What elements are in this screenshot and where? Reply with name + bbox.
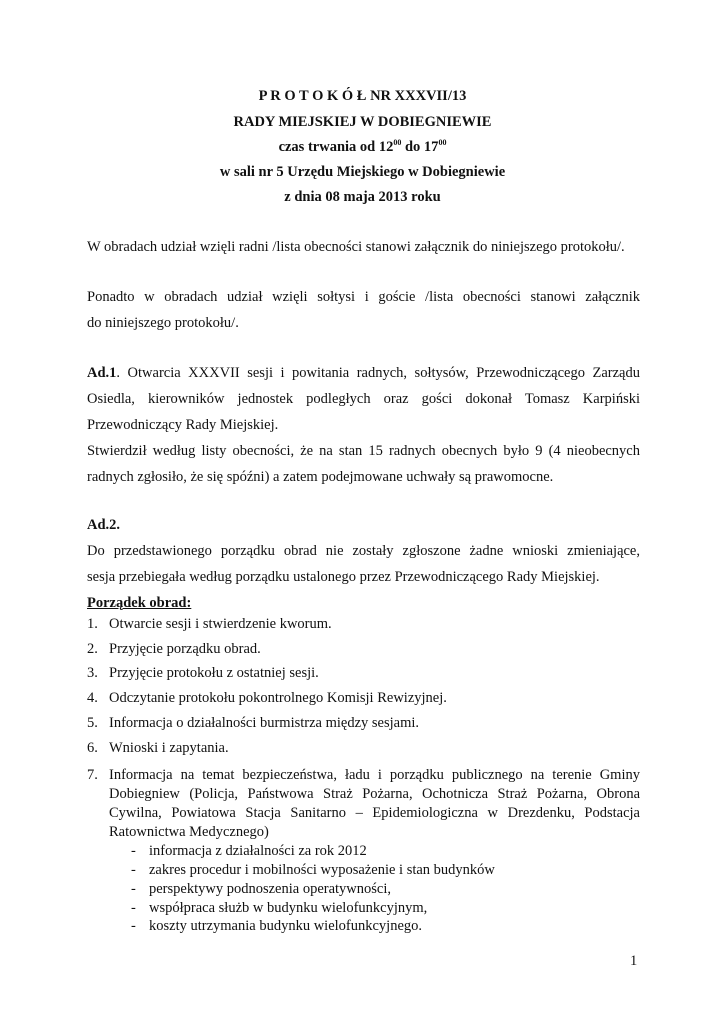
agenda-item: 4. Odczytanie protokołu pokontrolnego Komisji Rewizyjnej. [87,690,447,706]
agenda-subitem: - koszty utrzymania budynku wielofunkcyjnego. [131,918,423,934]
ad1-label: Ad.1 [87,365,117,381]
agenda-subitem: - zakres procedur i mobilności wyposażenie i stan budynków [131,862,495,878]
ad2-section: Ad.2. Do przedstawionego porządku obrad nie zostały zgłoszone żadne wnioski zmieniające, sesja przebiegała według porządku ustalonego przez Przewodniczącego Rady Miejskiej. Porządek obrad: [87,512,640,616]
guests-paragraph: Ponadto w obradach udział wzięli sołtysi i goście /lista obecności stanowi załącznik do niniejszego protokołu/. [87,289,640,331]
agenda-item: 5. Informacja o działalności burmistrza między sesjami. [87,715,420,731]
ad1-section: Ad.1. Otwarcia XXXVII sesji i powitania radnych, sołtysów, Przewodniczącego Zarządu Osiedla, kierowników jednostek podległych oraz gości dokonał Tomasz Karpiński Przewodniczący Rady Miejskiej. Stwierdził według listy obecności, że na stan 15 radnych obecnych było 9 (4 nieobecnych radnych zgłosiło, że się spóźni) a zatem podejmowane uchwały są prawomocne. [87,365,640,485]
agenda-item: 6. Wnioski i zapytania. [87,740,229,756]
agenda-title: Porządek obrad: [87,595,192,611]
agenda-item: 2. Przyjęcie porządku obrad. [87,641,261,657]
attendance-paragraph: W obradach udział wzięli radni /lista obecności stanowi załącznik do niniejszego protokołu/. [87,239,625,255]
agenda-subitem: - informacja z działalności za rok 2012 [131,843,367,859]
session-time: czas trwania od $12^{00}$ do $17^{00}$ [278,138,447,155]
protocol-title: P R O T O K Ó Ł NR XXXVII/13 [258,88,467,104]
agenda-subitem: - perspektywy podnoszenia operatywności, [131,881,392,897]
session-location: w sali nr 5 Urzędu Miejskiego w Dobiegniewie [219,164,506,180]
ad2-label: Ad.2. [87,517,121,533]
session-date: z dnia 08 maja 2013 roku [284,189,441,205]
agenda-item: 7. Informacja na temat bezpieczeństwa, ładu i porządku publicznego na terenie Gminy Dobiegniew (Policja, Państwowa Straż Pożarna, Ochotnicza Straż Pożarna, Obrona Cywilna, Powiatowa Stacja Sanitarno – Epidemiologiczna w Drezdenku, Podstacja Ratownictwa Medycznego) [87,767,640,840]
page-number: 1 [630,953,638,969]
agenda-item: 1. Otwarcie sesji i stwierdzenie kworum. [87,616,332,632]
agenda-subitem: - współpraca służb w budynku wielofunkcyjnym, [131,900,428,916]
agenda-item: 3. Przyjęcie protokołu z ostatniej sesji. [87,665,319,681]
council-name: RADY MIEJSKIEJ W DOBIEGNIEWIE [233,114,492,130]
